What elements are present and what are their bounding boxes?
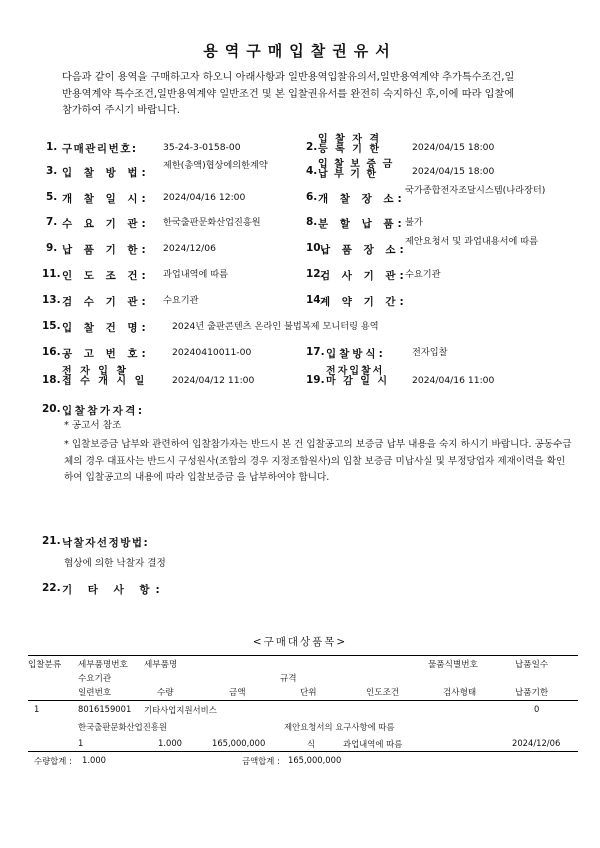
item-22-label: 기 타 사 항: [62,584,166,596]
item-19-label [326,367,410,387]
table-bottom-rule [28,751,578,752]
total-amount-value: 165,000,000 [288,755,342,765]
item-4-label-line2: 납 부 기 한 [318,169,378,180]
item-13-label: 검 수 기 관: [62,296,150,308]
item-17-label: 입찰방식: [326,348,386,360]
item-18-label-line1: 전 자 입 찰 [62,366,129,377]
table-title: <구매대상품목> [252,636,348,648]
item-9-number: 9. [46,242,58,254]
item-20-label: 입찰참가자격: [62,405,145,417]
header-qty: 수량 [157,688,174,698]
item-19-value: 2024/04/16 11:00 [412,375,495,386]
item-12-value: 수요기관 [405,269,441,280]
row-qty: 1.000 [158,738,182,748]
item-16-label: 공 고 번 호: [62,348,150,360]
item-2-label-line2: 등 록 기 한 [318,144,382,155]
total-qty-label: 수량합계 : [34,756,72,766]
row-spec: 제안요청서의 요구사항에 따름 [284,722,395,732]
table-top-rule [28,655,578,656]
row-serial: 1 [78,738,84,748]
item-16-number: 16. [42,346,61,358]
item-1-label: 구매관리번호: [62,143,138,155]
item-3-label: 입 찰 방 법: [62,167,150,179]
item-7-value: 한국출판문화산업진흥원 [163,217,261,228]
row-delivery-days: 0 [534,704,540,714]
item-20-number: 20. [42,403,61,415]
item-7-label: 수 요 기 관: [62,218,150,230]
item-14-number: 14. [306,294,325,306]
row-deadline: 2024/12/06 [512,738,561,748]
row-agency: 한국출판문화산업진흥원 [78,722,167,732]
header-serial: 일련번호 [78,688,112,698]
item-8-label: 분 할 납 품: [318,218,406,230]
item-20-note-1: * 공고서 참조 [64,420,122,431]
item-11-number: 11. [42,268,61,280]
header-inspection: 검사형태 [443,688,477,698]
item-19-label-line2: 마 감 일 시 [326,376,390,387]
item-17-value: 전자입찰 [412,347,448,358]
item-20-note-2: * 입찰보증금 납부와 관련하여 입찰참가자는 반드시 본 건 입찰공고의 보증금 납부 내용을 숙지 하시기 바랍니다. 공동수급체의 경우 대표사는 반드시 구성원사(조합의 경우 지정조합원사)의 입찰 보증금 미납사실 및 부정당업자 제재이력을 확인하여 입찰공고의 내용에 따라 입찰보증금 을 납부하여야 합니다. [64,439,572,484]
total-qty-value: 1.000 [82,755,106,765]
item-5-number: 5. [46,191,58,203]
item-6-label: 개 찰 장 소: [318,193,406,205]
row-bid-class: 1 [34,704,40,714]
item-1-value: 35-24-3-0158-00 [163,142,241,153]
row-amount: 165,000,000 [212,738,266,748]
header-delivery-days: 납품일수 [515,660,549,670]
item-15-number: 15. [42,320,61,332]
item-13-value: 수요기관 [163,295,199,306]
item-4-label-line1: 입 찰 보 증 금 [318,159,394,170]
item-18-number: 18. [42,374,61,386]
header-amount: 금액 [229,688,246,698]
item-19-number: 19. [306,374,325,386]
item-13-number: 13. [42,294,61,306]
row-item-name: 기타사업지원서비스 [144,705,217,715]
item-12-label: 검 사 기 관: [320,270,408,282]
item-17-number: 17. [306,346,325,358]
item-3-number: 3. [46,165,58,177]
item-18-value: 2024/04/12 11:00 [172,375,255,386]
item-10-value: 제안요청서 및 과업내용서에 따름 [405,236,539,247]
item-22-number: 22. [42,582,61,594]
intro-paragraph: 다음과 같이 용역을 구매하고자 하오니 아래사항과 일반용역입찰유의서,일반용역계약 추가특수조건,일반용역계약 특수조건,일반용역계약 일반조건 및 본 입찰권유서를 완전히 숙지하신 후,이에 따라 입찰에 참가하여 주시기 바랍니다. [62,72,515,116]
header-bid-class: 입찰분류 [28,660,62,670]
item-10-label: 납 품 장 소: [320,244,408,256]
item-11-value: 과업내역에 따름 [163,269,229,280]
item-8-value: 불가 [405,217,423,228]
item-9-label: 납 품 기 한: [62,244,150,256]
item-4-label [318,160,410,180]
item-4-value: 2024/04/15 18:00 [412,166,495,177]
header-spec: 규격 [280,674,297,684]
item-15-label: 입 찰 건 명: [62,322,150,334]
document-title: 용역구매입찰권유서 [203,42,397,60]
header-agency: 수요기관 [78,674,112,684]
row-delivery-terms: 과업내역에 따름 [343,739,403,749]
item-18-label [62,367,166,387]
item-1-number: 1. [46,141,58,153]
item-10-number: 10. [306,242,325,254]
item-21-label: 낙찰자선정방법: [62,537,150,549]
row-unit: 식 [307,739,316,749]
header-unit: 단위 [300,688,317,698]
item-2-value: 2024/04/15 18:00 [412,142,495,153]
item-12-number: 12. [306,268,325,280]
item-5-value: 2024/04/16 12:00 [163,192,246,203]
header-item-name: 세부품명 [144,660,178,670]
header-item-code: 세부품명번호 [78,660,128,670]
item-2-label [318,135,410,155]
header-deadline: 납품기한 [515,688,549,698]
table-header-rule [28,700,578,701]
item-6-value: 국가종합전자조달시스템(나라장터) [405,185,546,196]
item-5-label: 개 찰 일 시: [62,193,150,205]
item-18-label-line2: 접 수 개 시 일 [62,376,147,387]
item-11-label: 인 도 조 건: [62,270,150,282]
header-product-id: 물품식별번호 [428,660,478,670]
header-delivery-terms: 인도조건 [366,688,400,698]
item-16-value: 20240410011-00 [172,347,252,358]
item-21-value: 협상에 의한 낙찰자 결정 [64,558,166,569]
item-7-number: 7. [46,216,58,228]
item-2-label-line1: 입 찰 자 격 [318,134,382,145]
item-6-number: 6. [306,191,318,203]
total-amount-label: 금액합계 : [242,756,280,766]
item-14-label: 계 약 기 간: [320,296,408,308]
item-3-value: 제한(총액)협상에의한계약 [163,160,268,171]
item-15-value: 2024년 출판콘텐츠 온라인 불법복제 모니터링 용역 [172,321,379,332]
item-9-value: 2024/12/06 [163,243,216,254]
item-4-number: 4. [306,165,318,177]
item-21-number: 21. [42,535,61,547]
item-2-number: 2. [306,141,318,153]
item-8-number: 8. [306,216,318,228]
item-19-label-line1: 전자입찰서 [326,366,385,377]
row-item-code: 8016159001 [78,704,132,714]
